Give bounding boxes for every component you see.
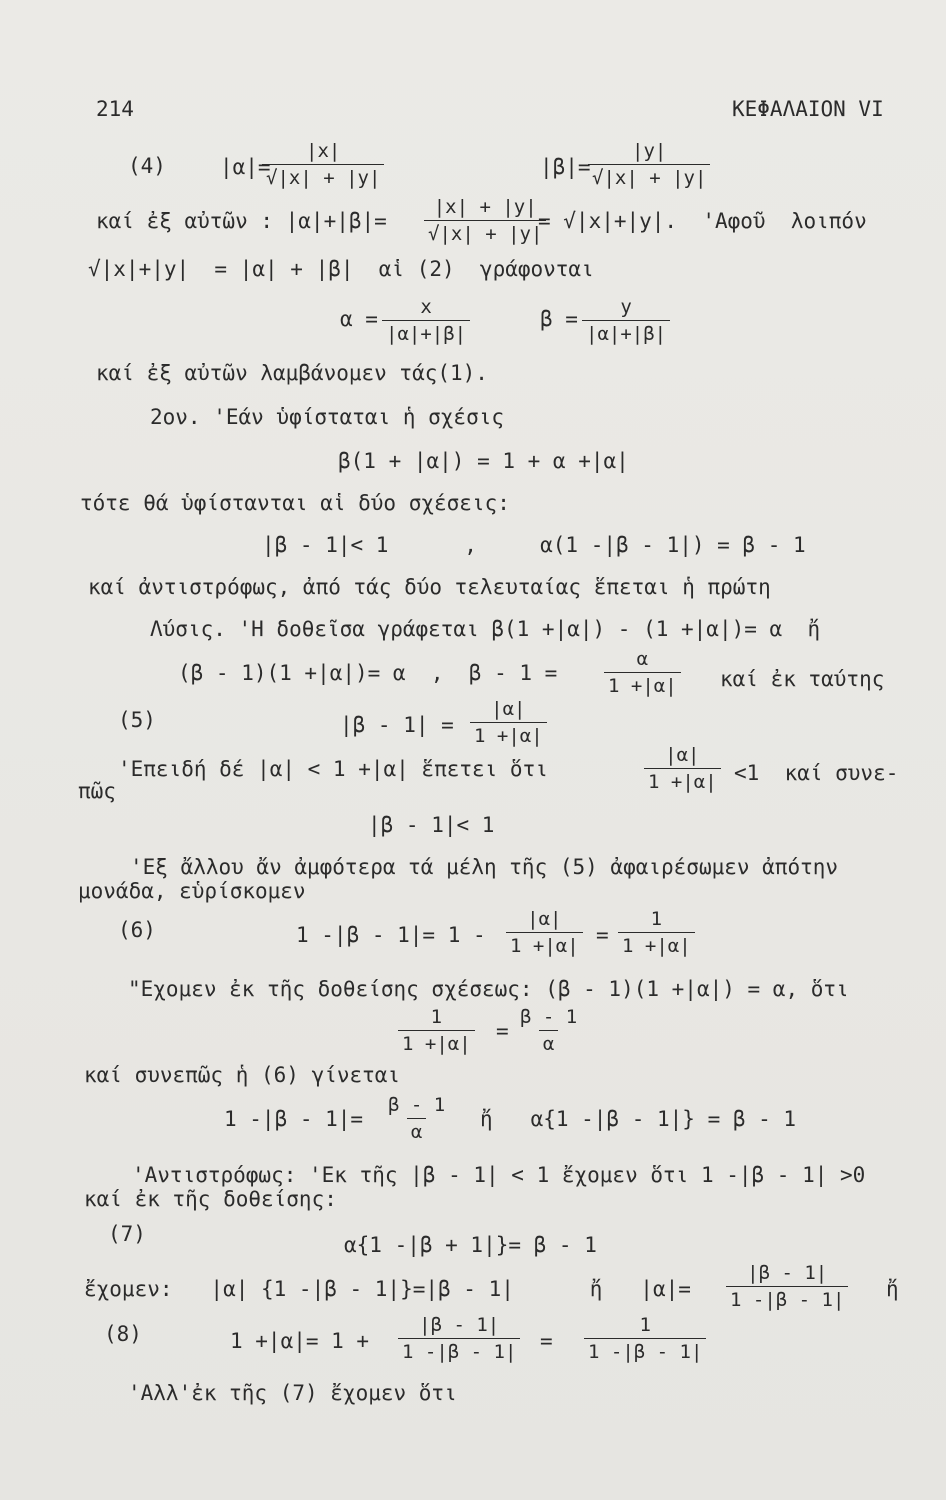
fraction-denominator: 1 -|β - 1| — [584, 1338, 706, 1363]
fraction-denominator: √|x| + |y| — [424, 220, 546, 245]
equation-line: ἤ α{1 -|β - 1|} = β - 1 — [480, 1107, 797, 1131]
beta-lhs: |β|= — [540, 155, 591, 179]
fraction-denominator: 1 -|β - 1| — [726, 1286, 848, 1311]
text-line: "Εχομεν ἐκ τῆς δοθείσης σχέσεως: (β - 1)(1 +|α|) = α, ὅτι — [128, 977, 849, 1001]
fraction-denominator: |α|+|β| — [582, 320, 670, 345]
alpha-fraction — [262, 140, 384, 189]
text-line: √|x|+|y| = |α| + |β| αἱ (2) γράφονται — [88, 257, 594, 281]
fraction-numerator: 1 — [430, 1006, 443, 1028]
fraction-numerator: |y| — [632, 140, 667, 162]
fraction-denominator: 1 +|α| — [644, 768, 721, 793]
fraction-numerator: β - 1 — [388, 1094, 446, 1116]
text-line: 'Αλλ'ἐκ τῆς (7) ἔχομεν ὅτι — [128, 1381, 457, 1405]
text-line: καί ἀντιστρόφως, ἀπό τάς δύο τελευταίας ἕπεται ἡ πρώτη — [88, 575, 771, 599]
text-line: ἤ — [886, 1277, 899, 1301]
equation-label-5: (5) — [118, 708, 156, 732]
text-line: τότε θά ὑφίστανται αἱ δύο σχέσεις: — [80, 491, 510, 515]
fraction-numerator: |β - 1| — [419, 1314, 500, 1336]
fraction-denominator: α — [407, 1118, 426, 1143]
equation-5-fraction — [470, 698, 547, 747]
fraction-denominator: α — [539, 1030, 558, 1055]
equation-8-fraction-2 — [584, 1314, 706, 1363]
fraction-numerator: 1 — [650, 908, 663, 930]
fraction-denominator: 1 +|α| — [470, 722, 547, 747]
fraction-numerator: x — [420, 296, 432, 318]
equation-line: β(1 + |α|) = 1 + α +|α| — [338, 449, 629, 473]
equation-line: |β - 1|< 1 — [368, 813, 495, 837]
equals-sign: = — [596, 923, 609, 947]
text-line: πῶς — [78, 779, 116, 803]
fraction-denominator: 1 +|α| — [618, 932, 695, 957]
equation-line: α{1 -|β + 1|}= β - 1 — [344, 1233, 597, 1257]
beta-definition-lhs: β = — [540, 307, 578, 331]
equation-line: 1 +|α|= 1 + — [230, 1329, 370, 1353]
equation-label-4: (4) — [128, 154, 166, 178]
text-line: καί συνεπῶς ἡ (6) γίνεται — [84, 1063, 401, 1087]
text-line: καί ἐξ αὐτῶν λαμβάνομεν τάς(1). — [96, 361, 488, 385]
equation-label-6: (6) — [118, 918, 156, 942]
fraction-denominator: 1 -|β - 1| — [398, 1338, 520, 1363]
alpha-solution-fraction — [726, 1262, 848, 1311]
fraction-denominator: 1 +|α| — [398, 1030, 475, 1055]
equation-label-7: (7) — [108, 1222, 146, 1246]
equation-line: (β - 1)(1 +|α|)= α , β - 1 = — [178, 661, 558, 685]
fraction-denominator: 1 +|α| — [506, 932, 583, 957]
fraction-denominator: √|x| + |y| — [262, 164, 384, 189]
reciprocal-fraction — [398, 1006, 475, 1055]
text-line: καί ἐκ ταύτης — [720, 667, 885, 691]
fraction-denominator: √|x| + |y| — [588, 164, 710, 189]
equation-line: |β - 1| = — [340, 713, 454, 737]
equation-label-8: (8) — [104, 1322, 142, 1346]
text-line: μονάδα, εὑρίσκομεν — [78, 879, 306, 903]
text-line: καί ἐξ αὐτῶν : |α|+|β|= — [96, 209, 387, 233]
fraction-numerator: |α| — [665, 744, 700, 766]
sum-fraction — [424, 196, 546, 245]
alpha-definition-lhs: α = — [340, 307, 378, 331]
fraction-numerator: β - 1 — [520, 1006, 578, 1028]
fraction-numerator: |α| — [491, 698, 526, 720]
equation-8-fraction-1 — [398, 1314, 520, 1363]
text-line: 'Εξ ἄλλου ἄν ἀμφότερα τά μέλη τῆς (5) ἀφαιρέσωμεν ἀπότην — [130, 855, 839, 879]
alpha-lhs: |α|= — [220, 155, 271, 179]
fraction-numerator: |β - 1| — [747, 1262, 828, 1284]
fraction-numerator: |x| + |y| — [433, 196, 537, 218]
fraction-denominator: |α|+|β| — [382, 320, 470, 345]
equation-6-fraction-1 — [506, 908, 583, 957]
text-line: 'Επειδή δέ |α| < 1 +|α| ἕπετει ὅτι — [118, 757, 548, 781]
text-line: = √|x|+|y|. 'Αφοῦ λοιπόν — [538, 209, 867, 233]
equals-sign: = — [540, 1329, 553, 1353]
fraction-numerator: α — [636, 648, 649, 670]
fraction-denominator: 1 +|α| — [604, 672, 681, 697]
fraction-numerator: 1 — [639, 1314, 651, 1336]
section-heading: 2ον. 'Εάν ὑφίσταται ἡ σχέσις — [150, 405, 505, 429]
equation-line: 1 -|β - 1|= — [224, 1107, 364, 1131]
equation-line: 1 -|β - 1|= 1 - — [296, 923, 486, 947]
equals-sign: = — [496, 1019, 509, 1043]
fraction-numerator: |α| — [527, 908, 562, 930]
alpha-definition-fraction — [382, 296, 470, 345]
page-number: 214 — [96, 97, 134, 121]
equation-line: ἔχομεν: |α| {1 -|β - 1|}=|β - 1| ἤ |α|= — [84, 1277, 691, 1301]
text-line: 'Αντιστρόφως: 'Εκ τῆς |β - 1| < 1 ἔχομεν ὅτι 1 -|β - 1| >0 — [132, 1163, 866, 1187]
beta-minus-one-fraction — [516, 1006, 581, 1055]
alpha-over-fraction — [604, 648, 681, 697]
equation-line: |β - 1|< 1 , α(1 -|β - 1|) = β - 1 — [262, 533, 806, 557]
fraction-numerator: y — [620, 296, 632, 318]
ratio-fraction — [644, 744, 721, 793]
equation-6-fraction-2 — [618, 908, 695, 957]
equation-25-fraction — [384, 1094, 449, 1143]
chapter-title: ΚΕΦΑΛΑΙΟΝ VI — [732, 97, 884, 121]
text-line: <1 καί συνε- — [734, 761, 899, 785]
beta-definition-fraction — [582, 296, 670, 345]
text-line: καί ἐκ τῆς δοθείσης: — [84, 1187, 337, 1211]
fraction-numerator: |x| — [306, 140, 341, 162]
beta-fraction — [588, 140, 710, 189]
solution-line: Λύσις. 'Η δοθεῖσα γράφεται β(1 +|α|) - (1 +|α|)= α ἤ — [150, 617, 821, 641]
